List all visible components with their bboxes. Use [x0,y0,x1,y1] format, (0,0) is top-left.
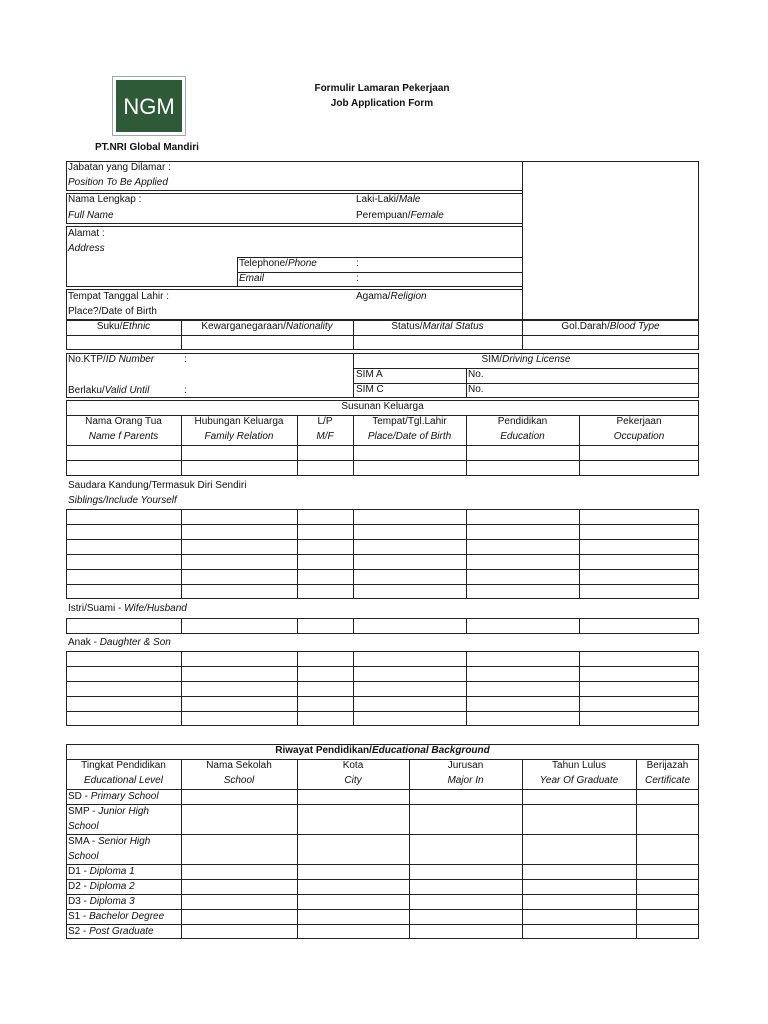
spouse-table[interactable] [66,618,699,634]
religion-label: Agama/Religion [356,291,427,302]
family-header-2: L/P [317,416,333,427]
education-header-4: Tahun Lulus [552,760,606,771]
male-option[interactable]: Laki-Laki/Male [356,194,421,205]
education-header-5: Berijazah [646,760,689,771]
education-level-row: SD - Primary School [68,791,159,802]
company-name: PT.NRI Global Mandiri [95,142,199,153]
education-header-2: Kota [342,760,364,771]
nationality-header: Kewarganegaraan/Nationality [201,321,333,332]
siblings-label: Saudara Kandung/Termasuk Diri Sendiri [68,480,247,491]
sim-c-label: SIM C [356,384,384,395]
email-colon: : [356,273,359,284]
spouse-label: Istri/Suami - Wife/Husband [68,603,187,614]
sim-a-label: SIM A [356,369,383,380]
ethnic-header: Suku/Ethnic [96,321,151,332]
logo-text: NGM [123,94,175,119]
education-header-en-5: Certificate [644,775,690,786]
family-header-en-5: Occupation [613,431,665,442]
education-level-row: D3 - Diploma 3 [68,896,135,907]
education-level-row: S2 - Post Graduate [68,926,154,937]
family-header-1: Hubungan Keluarga [194,416,284,427]
sim-c-number[interactable]: No. [468,384,484,395]
marital-header: Status/Marital Status [391,321,484,332]
education-header-1: Nama Sekolah [206,760,272,771]
sim-header: SIM/Driving License [481,354,571,365]
blood-header: Gol.Darah/Blood Type [561,321,660,332]
family-header-0: Nama Orang Tua [85,416,162,427]
education-level-row: SMA - Senior High School [68,836,151,862]
education-header-en-3: Major In [447,775,484,786]
siblings-label-en: Siblings/Include Yourself [68,495,177,506]
children-label: Anak - Daughter & Son [68,637,171,648]
fullname-label-en: Full Name [68,210,114,221]
children-table[interactable] [66,651,699,726]
form-title-en: Job Application Form [330,98,434,109]
email-label: Email [239,273,265,284]
ktp-colon: : [184,354,187,365]
family-header-en-2: M/F [316,431,334,442]
address-label: Alamat : [68,228,105,239]
photo-box[interactable] [522,161,699,320]
fullname-label: Nama Lengkap : [68,194,142,205]
education-level-row: D1 - Diploma 1 [68,866,135,877]
form-title-id: Formulir Lamaran Pekerjaan [314,83,450,94]
ktp-label: No.KTP/ID Number [68,354,155,365]
family-header-en-1: Family Relation [204,431,274,442]
education-header-en-0: Educational Level [84,775,163,786]
female-option[interactable]: Perempuan/Female [356,210,444,221]
family-header-en-3: Place/Date of Birth [367,431,452,442]
birth-label: Tempat Tanggal Lahir : [68,291,169,302]
education-title: Riwayat Pendidikan/Educational Background [275,745,490,756]
education-header-en-2: City [344,775,362,786]
phone-label: Telephone/Phone [239,258,317,269]
phone-colon: : [356,258,359,269]
family-title: Susunan Keluarga [341,401,424,412]
birth-label-en: Place?/Date of Birth [68,306,157,317]
education-header-en-4: Year Of Graduate [539,775,619,786]
position-label: Jabatan yang Dilamar : [68,162,171,173]
company-logo [113,77,185,135]
family-header-en-4: Education [500,431,545,442]
valid-colon: : [184,385,187,396]
education-level-row: D2 - Diploma 2 [68,881,135,892]
sim-a-number[interactable]: No. [468,369,484,380]
family-header-5: Pekerjaan [616,416,662,427]
valid-label: Berlaku/Valid Until [68,385,150,396]
education-header-en-1: School [223,775,255,786]
education-level-row: SMP - Junior High School [68,806,149,832]
family-header-en-0: Name f Parents [88,431,159,442]
position-label-en: Position To Be Applied [68,177,168,188]
address-label-en: Address [68,243,105,254]
education-header-3: Jurusan [447,760,484,771]
education-level-row: S1 - Bachelor Degree [68,911,165,922]
family-header-4: Pendidikan [497,416,548,427]
family-header-3: Tempat/Tgl.Lahir [372,416,447,427]
education-header-0: Tingkat Pendidikan [81,760,166,771]
